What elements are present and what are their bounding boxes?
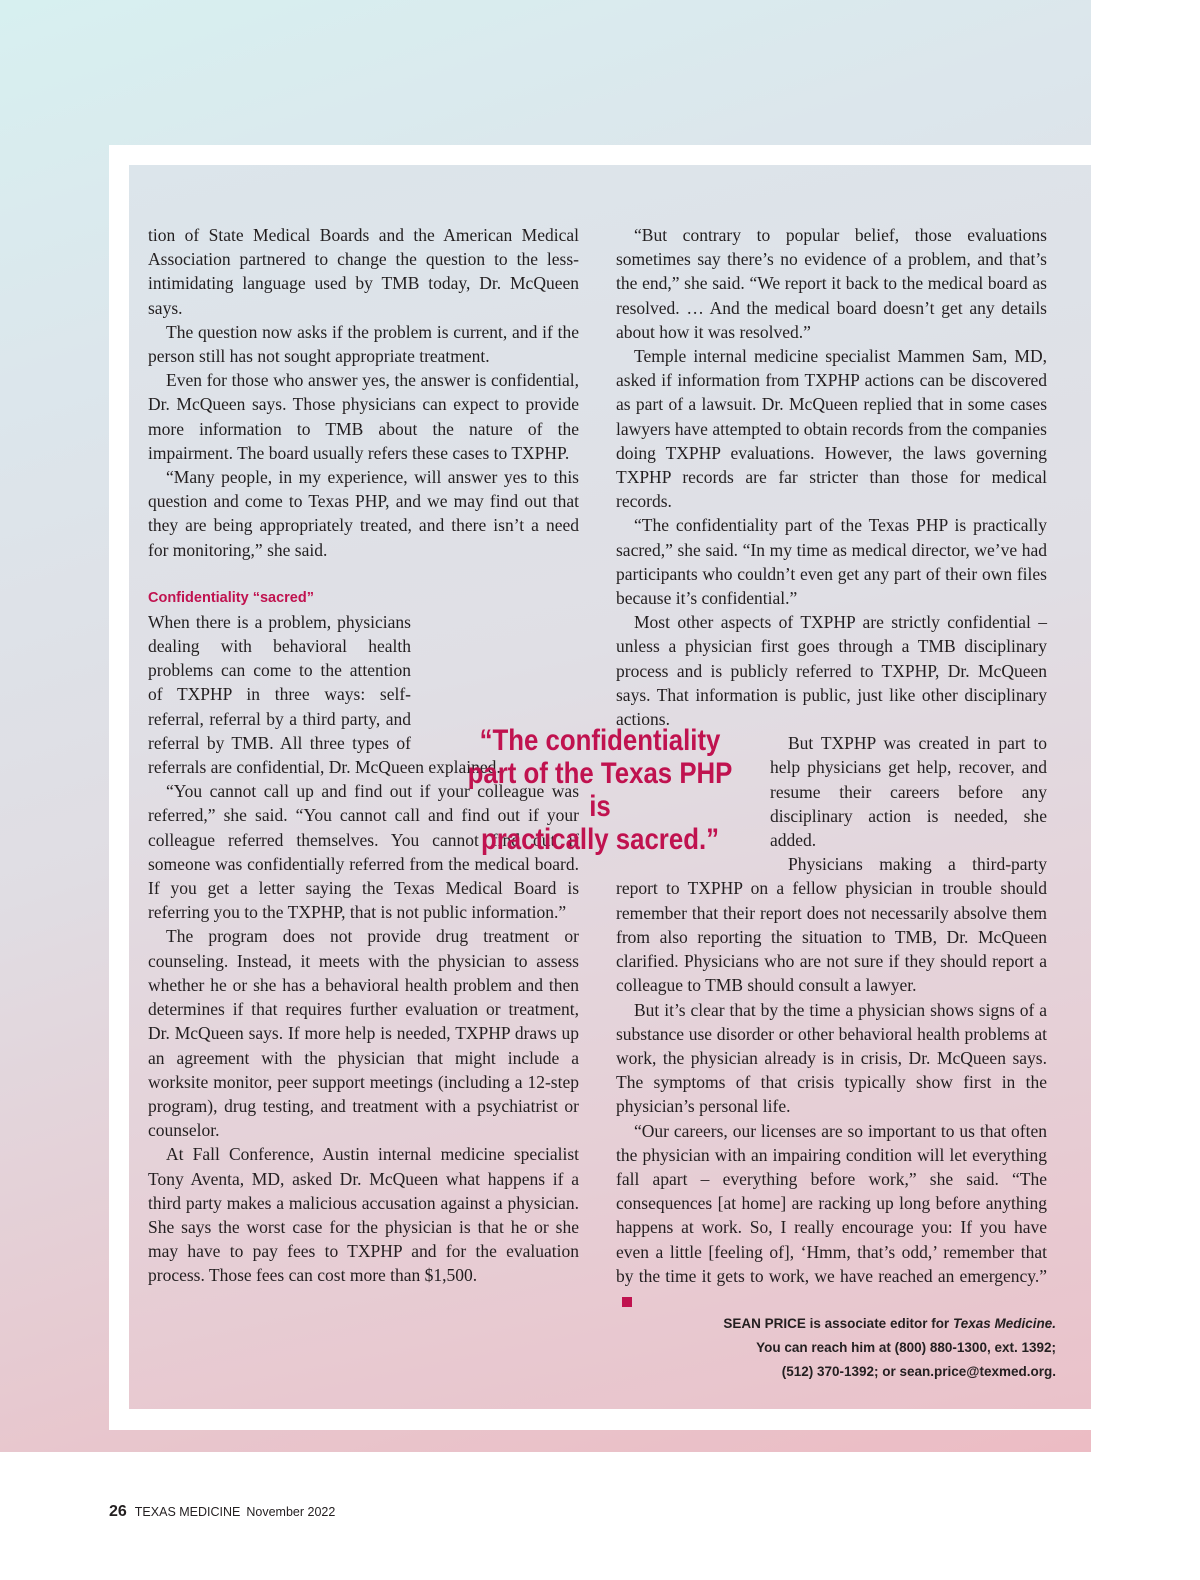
body-paragraph: tion of State Medical Boards and the American Medical Association partnered to change the question to the less-intimidating language used by TMB today, Dr. McQueen says. bbox=[148, 225, 579, 318]
section-subhead: Confidentiality “sacred” bbox=[148, 589, 314, 606]
body-paragraph: At Fall Conference, Austin internal medicine specialist Tony Aventa, MD, asked Dr. McQueen what happens if a third party makes a malicious accusation against a physician. She says the worst case for the physician is that he or she may have to pay fees to TXPHP and for the evaluation process. Those fees can cost more than $1,500. bbox=[148, 1144, 579, 1286]
body-paragraph: “You cannot call up and find out if your colleague was referred,” she said. “You cannot call and find out if your colleague referred themselves. You cannot find out if someone was confidentially referred from the medical board. If you get a letter saying the Texas Medical Board is referring you to the TXPHP, that is not public information.” bbox=[148, 781, 579, 923]
body-paragraph: “The confidentiality part of the Texas PHP is practically sacred,” she said. “In my time as medical director, we’ve had participants who couldn’t even get any part of their own files because it’s confidential.” bbox=[616, 515, 1047, 609]
publication-name: Texas Medicine. bbox=[952, 1316, 1056, 1331]
body-paragraph: Most other aspects of TXPHP are strictly confidential – unless a physician first goes through a TMB disciplinary process and is publicly referred to TXPHP, Dr. McQueen says. That information is public, just like other disciplinary actions. bbox=[616, 612, 1047, 730]
body-paragraph: The program does not provide drug treatment or counseling. Instead, it meets with the physician to assess whether he or she has a behavioral health problem and then determines if that requires further evaluation or treatment, Dr. McQueen says. If more help is needed, TXPHP draws up an agreement with the physician that might include a worksite monitor, peer support meetings (including a 12-step program), drug testing, and treatment with a psychiatrist or counselor. bbox=[148, 926, 579, 1141]
page-number: 26 bbox=[109, 1503, 127, 1520]
issue-date: November 2022 bbox=[246, 1505, 336, 1519]
pull-quote bbox=[468, 724, 733, 856]
end-mark-icon bbox=[622, 1297, 632, 1307]
body-paragraph: But it’s clear that by the time a physician shows signs of a substance use disorder or other behavioral health problems at work, the physician already is in crisis, Dr. McQueen says. The symptoms of that crisis typically show first in the physician’s personal life. bbox=[616, 999, 1047, 1117]
author-contact: You can reach him at (800) 880-1300, ext. 1392; bbox=[756, 1340, 1056, 1355]
final-paragraph-text: “Our careers, our licenses are so important to us that often the physician with an impairing condition will let everything fall apart – everything before work,” she said. “The consequences [at home] are racking up long before anything happens at work. So, I really encourage you: If you have even a little [feeling of], ‘Hmm, that’s odd,’ remember that by the time it gets to work, we have reached an emergency.” bbox=[616, 1120, 1047, 1286]
pull-quote-line: practically sacred.” bbox=[480, 823, 720, 856]
author-contact: (512) 370-1392; or sean.price@texmed.org. bbox=[781, 1364, 1056, 1379]
magazine-name: TEXAS MEDICINE bbox=[134, 1505, 241, 1519]
body-paragraph: Temple internal medicine specialist Mammen Sam, MD, asked if information from TXPHP actions can be discovered as part of a lawsuit. Dr. McQueen replied that in some cases lawyers have attempted to obtain records from the companies doing TXPHP evaluations. However, the laws governing TXPHP records are far stricter than those for medical records. bbox=[616, 346, 1047, 512]
body-paragraph: The question now asks if the problem is current, and if the person still has not sought appropriate treatment. bbox=[148, 321, 579, 367]
body-paragraph: When there is a problem, physicians dealing with behavioral health problems can come to the attention of TXPHP in three ways: self-referral, referral by a third party, and referral by TMB. All three types of referrals are confidential, Dr. McQueen explained. bbox=[148, 611, 501, 778]
page-folio bbox=[109, 1503, 335, 1521]
author-bio-text: SEAN PRICE is associate editor for bbox=[723, 1316, 953, 1331]
body-paragraph: Even for those who answer yes, the answer is confidential, Dr. McQueen says. Those physicians can expect to provide more information to TMB about the nature of the impairment. The board usually refers these cases to TXPHP. bbox=[148, 370, 579, 463]
pull-quote-line: “The confidentiality bbox=[479, 724, 721, 757]
body-paragraph: Physicians making a third-party report to TXPHP on a fellow physician in trouble should remember that their report does not necessarily absolve them from also reporting the situation to TMB, Dr. McQueen clarified. Physicians who are not sure if they should report a colleague to TMB should consult a lawyer. bbox=[616, 854, 1047, 996]
body-paragraph: But TXPHP was created in part to help physicians get help, recover, and resume their careers before any disciplinary action is needed, she added. bbox=[770, 733, 1047, 851]
body-paragraph-final bbox=[616, 1119, 1047, 1313]
author-bio bbox=[616, 1312, 1056, 1384]
author-bio-line bbox=[616, 1312, 1056, 1336]
pull-quote-line: part of the Texas PHP is bbox=[467, 757, 733, 823]
body-paragraph: “But contrary to popular belief, those evaluations sometimes say there’s no evidence of a problem, and that’s the end,” she said. “We report it back to the medical board as resolved. … And the medical board doesn’t get any details about how it was resolved.” bbox=[616, 225, 1047, 342]
body-paragraph: “Many people, in my experience, will answer yes to this question and come to Texas PHP, and we may find out that they are being appropriately treated, and there isn’t a need for monitoring,” she said. bbox=[148, 467, 579, 560]
